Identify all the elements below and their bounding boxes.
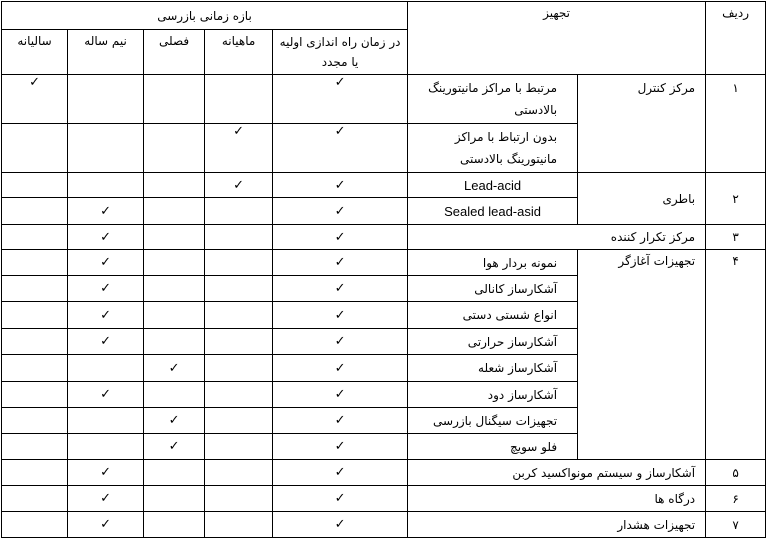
inspection-table xyxy=(1,1,766,538)
subitem-cell: انواع شستی دستی xyxy=(408,302,578,329)
subitem-cell: آشکارساز دود xyxy=(408,382,578,408)
check-seasonal: ✓ xyxy=(144,355,205,382)
check-annual xyxy=(2,198,68,225)
check-semiannual: ✓ xyxy=(68,250,144,276)
check-semiannual: ✓ xyxy=(68,382,144,408)
check-initial: ✓ xyxy=(273,382,408,408)
header-annual: سالیانه xyxy=(2,30,68,75)
check-annual xyxy=(2,302,68,329)
check-annual xyxy=(2,382,68,408)
check-seasonal xyxy=(144,460,205,486)
check-seasonal xyxy=(144,512,205,538)
row-number: ۲ xyxy=(706,173,766,225)
table-row xyxy=(2,225,766,250)
check-annual xyxy=(2,329,68,355)
category-cell: تجهیزات آغازگر xyxy=(578,250,706,460)
category-cell: باطری xyxy=(578,173,706,225)
check-monthly xyxy=(205,408,273,434)
table-row xyxy=(2,173,766,198)
check-initial: ✓ xyxy=(273,250,408,276)
check-initial: ✓ xyxy=(273,225,408,250)
header-row-number: ردیف xyxy=(706,2,766,75)
subitem-cell: مرتبط با مراکز مانیتورینگ بالادستی xyxy=(408,75,578,124)
check-monthly xyxy=(205,276,273,302)
subitem-cell: Lead-acid xyxy=(408,173,578,198)
check-monthly xyxy=(205,460,273,486)
check-monthly: ✓ xyxy=(205,124,273,173)
check-annual xyxy=(2,460,68,486)
subitem-cell: تجهیزات سیگنال بازرسی xyxy=(408,408,578,434)
check-semiannual: ✓ xyxy=(68,512,144,538)
check-initial: ✓ xyxy=(273,173,408,198)
check-annual xyxy=(2,512,68,538)
check-semiannual: ✓ xyxy=(68,198,144,225)
header-seasonal: فصلی xyxy=(144,30,205,75)
check-seasonal: ✓ xyxy=(144,408,205,434)
row-number: ۵ xyxy=(706,460,766,486)
subitem-cell: Sealed lead-asid xyxy=(408,198,578,225)
check-monthly xyxy=(205,225,273,250)
check-seasonal xyxy=(144,486,205,512)
check-seasonal: ✓ xyxy=(144,434,205,460)
category-cell: تجهیزات هشدار xyxy=(408,512,706,538)
check-semiannual xyxy=(68,434,144,460)
check-initial: ✓ xyxy=(273,355,408,382)
check-monthly xyxy=(205,198,273,225)
category-cell: آشکارساز و سیستم مونواکسید کربن xyxy=(408,460,706,486)
check-semiannual xyxy=(68,75,144,124)
subitem-cell: آشکارساز حرارتی xyxy=(408,329,578,355)
check-seasonal xyxy=(144,329,205,355)
header-initial-startup: در زمان راه اندازی اولیه یا مجدد xyxy=(273,30,408,75)
table-row xyxy=(2,512,766,538)
row-number: ۴ xyxy=(706,250,766,460)
check-monthly: ✓ xyxy=(205,173,273,198)
check-semiannual xyxy=(68,173,144,198)
subitem-cell: آشکارساز کانالی xyxy=(408,276,578,302)
check-seasonal xyxy=(144,75,205,124)
table-row xyxy=(2,486,766,512)
row-number: ۱ xyxy=(706,75,766,173)
check-semiannual: ✓ xyxy=(68,225,144,250)
check-annual xyxy=(2,173,68,198)
check-seasonal xyxy=(144,198,205,225)
check-initial: ✓ xyxy=(273,75,408,124)
check-semiannual: ✓ xyxy=(68,276,144,302)
check-semiannual: ✓ xyxy=(68,460,144,486)
check-initial: ✓ xyxy=(273,198,408,225)
check-initial: ✓ xyxy=(273,276,408,302)
check-annual xyxy=(2,124,68,173)
check-monthly xyxy=(205,250,273,276)
check-initial: ✓ xyxy=(273,512,408,538)
check-annual xyxy=(2,250,68,276)
check-semiannual xyxy=(68,355,144,382)
category-cell: مرکز تکرار کننده xyxy=(408,225,706,250)
table-row xyxy=(2,75,766,124)
check-annual xyxy=(2,408,68,434)
check-seasonal xyxy=(144,382,205,408)
check-initial: ✓ xyxy=(273,434,408,460)
header-inspection-interval: بازه زمانی بازرسی xyxy=(2,2,408,30)
category-cell: مرکز کنترل xyxy=(578,75,706,173)
check-seasonal xyxy=(144,124,205,173)
check-semiannual xyxy=(68,124,144,173)
check-seasonal xyxy=(144,276,205,302)
check-annual xyxy=(2,276,68,302)
check-semiannual: ✓ xyxy=(68,486,144,512)
check-semiannual xyxy=(68,408,144,434)
check-semiannual: ✓ xyxy=(68,302,144,329)
category-cell: درگاه ها xyxy=(408,486,706,512)
check-initial: ✓ xyxy=(273,302,408,329)
check-seasonal xyxy=(144,250,205,276)
check-initial: ✓ xyxy=(273,124,408,173)
check-monthly xyxy=(205,302,273,329)
check-monthly xyxy=(205,382,273,408)
check-monthly xyxy=(205,512,273,538)
check-annual xyxy=(2,486,68,512)
check-monthly xyxy=(205,355,273,382)
header-semiannual: نیم ساله xyxy=(68,30,144,75)
check-monthly xyxy=(205,486,273,512)
check-initial: ✓ xyxy=(273,486,408,512)
check-annual: ✓ xyxy=(2,75,68,124)
subitem-cell: نمونه بردار هوا xyxy=(408,250,578,276)
check-annual xyxy=(2,225,68,250)
subitem-cell: فلو سویچ xyxy=(408,434,578,460)
check-initial: ✓ xyxy=(273,460,408,486)
check-annual xyxy=(2,355,68,382)
check-initial: ✓ xyxy=(273,329,408,355)
check-seasonal xyxy=(144,302,205,329)
check-initial: ✓ xyxy=(273,408,408,434)
check-monthly xyxy=(205,75,273,124)
subitem-cell: بدون ارتباط با مراکز مانیتورینگ بالادستی xyxy=(408,124,578,173)
header-equipment: تجهیز xyxy=(408,2,706,75)
check-seasonal xyxy=(144,173,205,198)
header-monthly: ماهیانه xyxy=(205,30,273,75)
row-number: ۷ xyxy=(706,512,766,538)
check-monthly xyxy=(205,329,273,355)
check-semiannual: ✓ xyxy=(68,329,144,355)
subitem-cell: آشکارساز شعله xyxy=(408,355,578,382)
row-number: ۶ xyxy=(706,486,766,512)
check-monthly xyxy=(205,434,273,460)
table-row xyxy=(2,460,766,486)
check-seasonal xyxy=(144,225,205,250)
table-row xyxy=(2,250,766,276)
row-number: ۳ xyxy=(706,225,766,250)
check-annual xyxy=(2,434,68,460)
